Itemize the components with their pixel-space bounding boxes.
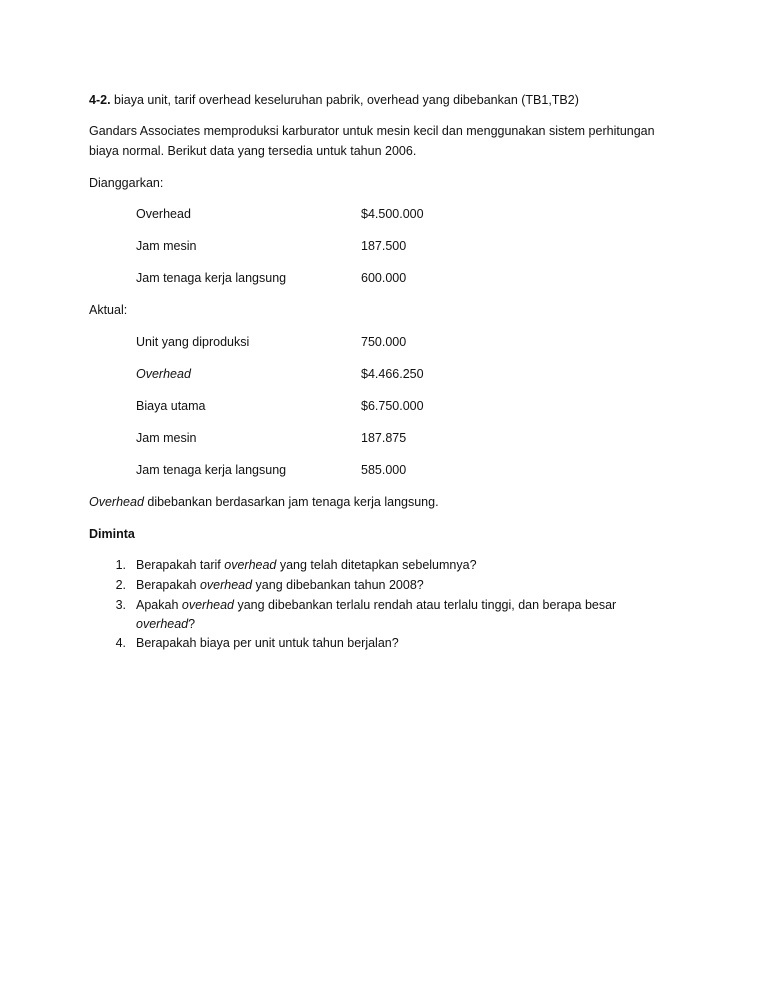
- list-item-3-continued: [136, 616, 195, 632]
- list-number-2: 2.: [115, 578, 126, 592]
- list-item-1: [136, 557, 477, 573]
- budgeted-value-labor-hours: 600.000: [361, 271, 407, 285]
- list-number-3: 3.: [115, 598, 126, 612]
- problem-title: biaya unit, tarif overhead keseluruhan pabrik, overhead yang dibebankan (TB1,TB2): [110, 93, 579, 107]
- budgeted-label-machine-hours: Jam mesin: [136, 239, 197, 253]
- actual-title: Aktual:: [89, 303, 128, 317]
- actual-value-overhead: $4.466.250: [361, 367, 424, 381]
- list-item-3-pre: Apakah: [136, 598, 182, 612]
- intro-line-1: Gandars Associates memproduksi karburator untuk mesin kecil dan menggunakan sistem perhitungan: [89, 124, 655, 138]
- list-item-4: Berapakah biaya per unit untuk tahun berjalan?: [136, 636, 399, 650]
- budgeted-label-labor-hours: Jam tenaga kerja langsung: [136, 271, 287, 285]
- basis-rest: dibebankan berdasarkan jam tenaga kerja langsung.: [143, 495, 439, 509]
- budgeted-value-overhead: $4.500.000: [361, 207, 424, 221]
- list-item-3-term: overhead: [181, 598, 234, 612]
- list-item-3-post: yang dibebankan terlalu rendah atau terlalu tinggi, dan berapa besar: [234, 598, 617, 612]
- budgeted-title: Dianggarkan:: [89, 176, 164, 190]
- list-item-2-pre: Berapakah: [136, 578, 200, 592]
- required-title: Diminta: [89, 527, 135, 541]
- actual-label-overhead: Overhead: [136, 367, 191, 381]
- actual-value-units: 750.000: [361, 335, 407, 349]
- basis-term: Overhead: [89, 495, 144, 509]
- list-item-2: [136, 577, 424, 593]
- list-number-1: 1.: [115, 558, 126, 572]
- actual-value-prime-cost: $6.750.000: [361, 399, 424, 413]
- budgeted-label-overhead: Overhead: [136, 207, 191, 221]
- list-item-1-term: overhead: [224, 558, 277, 572]
- list-item-1-post: yang telah ditetapkan sebelumnya?: [276, 558, 477, 572]
- list-item-1-pre: Berapakah tarif: [136, 558, 225, 572]
- actual-label-machine-hours: Jam mesin: [136, 431, 197, 445]
- list-number-4: 4.: [115, 636, 126, 650]
- actual-value-machine-hours: 187.875: [361, 431, 407, 445]
- problem-heading: [89, 92, 579, 108]
- basis-sentence: [89, 494, 439, 510]
- intro-line-2: biaya normal. Berikut data yang tersedia untuk tahun 2006.: [89, 144, 417, 158]
- list-item-2-post: yang dibebankan tahun 2008?: [252, 578, 424, 592]
- list-item-3-post-2: ?: [188, 617, 196, 631]
- problem-number: 4-2.: [89, 93, 111, 107]
- actual-label-labor-hours: Jam tenaga kerja langsung: [136, 463, 287, 477]
- actual-value-labor-hours: 585.000: [361, 463, 407, 477]
- actual-label-units: Unit yang diproduksi: [136, 335, 250, 349]
- list-item-3-term-2: overhead: [136, 617, 189, 631]
- list-item-3: [136, 597, 616, 613]
- budgeted-value-machine-hours: 187.500: [361, 239, 407, 253]
- list-item-2-term: overhead: [199, 578, 253, 592]
- actual-label-prime-cost: Biaya utama: [136, 399, 206, 413]
